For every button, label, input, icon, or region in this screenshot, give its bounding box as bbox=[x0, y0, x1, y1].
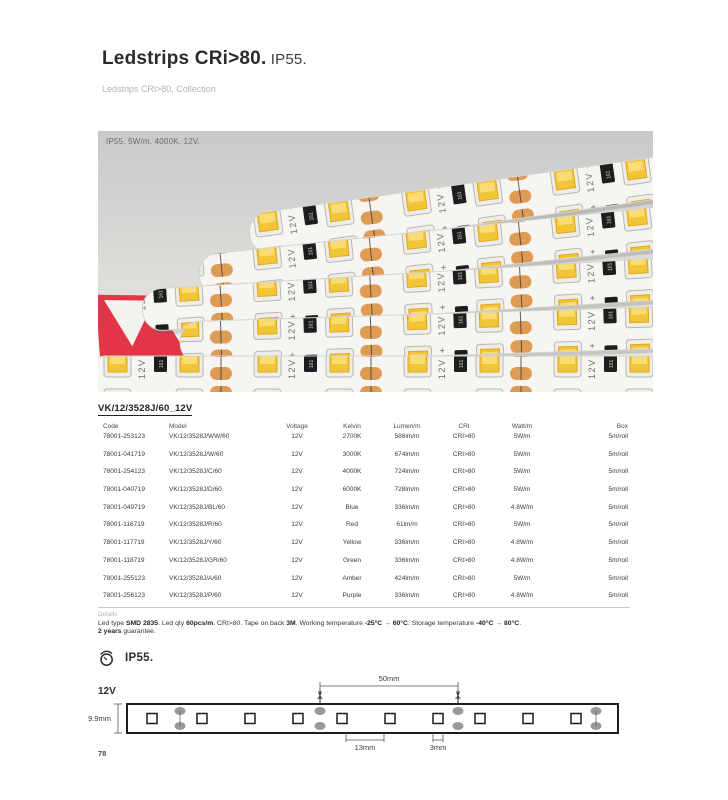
table-cell-kelvin: 2700K bbox=[342, 433, 362, 440]
ip-rating-label: IP55. bbox=[125, 652, 154, 664]
table-row bbox=[98, 451, 630, 469]
col-header-kelvin: Kelvin bbox=[343, 423, 361, 430]
table-cell-box: 5m/roll bbox=[608, 433, 628, 440]
table-cell-voltage: 12V bbox=[291, 433, 303, 440]
strip-dimension-diagram bbox=[0, 668, 728, 753]
table-cell-cri: CRI>80 bbox=[452, 539, 476, 547]
table-cell-box: 5m/roll bbox=[608, 468, 628, 476]
table-cell-lumen: 61lm/m bbox=[396, 521, 418, 529]
table-cell-model: VK/12/3528J/GR/60 bbox=[169, 556, 227, 564]
table-cell-code: 78001-255123 bbox=[103, 574, 145, 582]
table-cell-cri: CRI>80 bbox=[452, 486, 476, 494]
table-cell-cri: CRI>80 bbox=[452, 556, 476, 564]
table-cell-code: 78001-253123 bbox=[103, 433, 145, 440]
table-cell-model: VK/12/3528J/W/60 bbox=[169, 450, 224, 458]
scissors-icon: ✂ bbox=[315, 690, 327, 700]
table-cell-box: 5m/roll bbox=[608, 486, 628, 494]
details-segment: 3M bbox=[286, 620, 296, 628]
details-segment: → bbox=[382, 620, 393, 628]
details-segment: → bbox=[493, 620, 505, 628]
table-cell-lumen: 336lm/m bbox=[394, 556, 420, 564]
table-cell-cri: CRI>80 bbox=[452, 592, 476, 600]
page-title bbox=[102, 48, 307, 70]
details-segment: SMD 2835 bbox=[125, 620, 159, 628]
table-cell-lumen: 724lm/m bbox=[394, 468, 420, 476]
col-header-watt: Watt/m bbox=[511, 423, 533, 430]
table-cell-lumen: 674lm/m bbox=[394, 450, 420, 458]
table-row bbox=[98, 468, 630, 486]
table-cell-code: 78001-117719 bbox=[103, 539, 145, 547]
table-cell-watt: 4.8W/m bbox=[510, 539, 534, 547]
col-header-lumen: Lumen/m bbox=[393, 423, 421, 430]
details-segment: . bbox=[519, 620, 522, 628]
table-body bbox=[98, 433, 630, 610]
table-cell-box: 5m/roll bbox=[608, 592, 628, 600]
col-header-box: Box bbox=[616, 423, 628, 430]
table-cell-code: 78001-118719 bbox=[103, 556, 145, 564]
details-segment: -25°C bbox=[364, 620, 383, 628]
table-cell-lumen: 336lm/m bbox=[394, 539, 420, 547]
col-header-model: Model bbox=[169, 423, 187, 430]
table-cell-voltage: 12V bbox=[291, 468, 303, 476]
table-cell-box: 5m/roll bbox=[608, 450, 628, 458]
table-cell-watt: 5W/m bbox=[513, 433, 531, 440]
table-title: VK/12/3528J/60_12V bbox=[98, 403, 193, 414]
table-cell-box: 5m/roll bbox=[608, 539, 628, 547]
table-cell-lumen: 586lm/m bbox=[394, 433, 420, 440]
details-segment: 60°C bbox=[392, 620, 408, 628]
table-cell-voltage: 12V bbox=[291, 539, 303, 547]
led-width-label: 3mm bbox=[429, 743, 447, 752]
table-row bbox=[98, 521, 630, 539]
table-cell-cri: CRI>80 bbox=[452, 521, 476, 529]
table-cell-kelvin: Amber bbox=[342, 574, 362, 582]
section-divider bbox=[98, 607, 630, 608]
table-cell-model: VK/12/3528J/D/60 bbox=[169, 486, 222, 494]
led-strip-5 bbox=[98, 356, 653, 392]
cut-length-label: 50mm bbox=[378, 674, 400, 683]
table-cell-model: VK/12/3528J/C/60 bbox=[169, 468, 222, 476]
table-cell-lumen: 728lm/m bbox=[394, 486, 420, 494]
table-cell-voltage: 12V bbox=[291, 556, 303, 564]
strip-height-label: 9.9mm bbox=[88, 714, 111, 723]
table-cell-box: 5m/roll bbox=[608, 521, 628, 529]
col-header-code: Code bbox=[103, 423, 119, 430]
table-row bbox=[98, 504, 630, 522]
table-cell-code: 78001-040719 bbox=[103, 486, 145, 494]
table-cell-watt: 4.8W/m bbox=[510, 503, 534, 511]
table-cell-kelvin: Purple bbox=[342, 592, 362, 600]
table-cell-cri: CRI>80 bbox=[452, 468, 476, 476]
table-cell-watt: 5W/m bbox=[513, 521, 531, 529]
diagram-voltage-label: 12V bbox=[98, 686, 116, 697]
table-cell-code: 78001-049719 bbox=[103, 503, 145, 511]
page-subtitle: Ledstrips CRi>80, Collection bbox=[102, 84, 216, 94]
details-segment: 60pcs/m bbox=[186, 620, 214, 628]
table-row bbox=[98, 557, 630, 575]
table-cell-cri: CRI>80 bbox=[452, 574, 476, 582]
table-cell-code: 78001-116719 bbox=[103, 521, 145, 529]
table-header bbox=[98, 423, 630, 430]
table-cell-lumen: 336lm/m bbox=[394, 503, 420, 511]
page-number: 78 bbox=[98, 749, 107, 758]
table-cell-model: VK/12/3528J/BL/60 bbox=[169, 503, 226, 511]
table-cell-lumen: 424lm/m bbox=[394, 574, 420, 582]
table-cell-watt: 5W/m bbox=[513, 486, 531, 494]
table-cell-kelvin: 6000K bbox=[342, 486, 362, 494]
ip-rating-feature bbox=[98, 649, 153, 667]
details-text bbox=[98, 620, 630, 628]
table-cell-voltage: 12V bbox=[291, 450, 303, 458]
table-cell-code: 78001-256123 bbox=[103, 592, 145, 600]
page-title-suffix: IP55. bbox=[266, 51, 307, 68]
details-segment: Led type bbox=[98, 620, 126, 628]
details-segment: 80°C bbox=[504, 620, 520, 628]
ledstrip-photo-illustration bbox=[98, 131, 653, 392]
table-cell-box: 5m/roll bbox=[608, 556, 628, 564]
table-cell-voltage: 12V bbox=[291, 592, 303, 600]
led-spacing-label: 13mm bbox=[354, 743, 376, 752]
splash-protection-icon bbox=[98, 649, 116, 667]
product-photo bbox=[98, 131, 653, 392]
details-guarantee bbox=[98, 628, 630, 636]
col-header-cri: CRI bbox=[458, 423, 470, 430]
product-table bbox=[98, 403, 630, 610]
table-row bbox=[98, 575, 630, 593]
table-cell-code: 78001-254123 bbox=[103, 468, 145, 476]
details-section bbox=[98, 611, 630, 637]
details-label: Details bbox=[98, 611, 118, 618]
guarantee-duration: 2 years bbox=[98, 628, 122, 636]
table-cell-voltage: 12V bbox=[291, 503, 303, 511]
table-cell-watt: 4.8W/m bbox=[510, 556, 534, 564]
table-cell-kelvin: 4000K bbox=[342, 468, 362, 476]
table-cell-model: VK/12/3528J/R/60 bbox=[169, 521, 222, 529]
table-cell-voltage: 12V bbox=[291, 521, 303, 529]
table-cell-cri: CRI>80 bbox=[452, 503, 476, 511]
table-cell-voltage: 12V bbox=[291, 486, 303, 494]
details-segment: . CRI>80. Tape on back bbox=[213, 620, 287, 628]
table-cell-box: 5m/roll bbox=[608, 574, 628, 582]
table-cell-model: VK/12/3528J/P/60 bbox=[169, 592, 222, 600]
table-cell-model: VK/12/3528J/A/60 bbox=[169, 574, 222, 582]
details-segment: . Led qty bbox=[158, 620, 187, 628]
table-cell-watt: 5W/m bbox=[513, 574, 531, 582]
table-row bbox=[98, 486, 630, 504]
guarantee-rest: guarantee. bbox=[121, 628, 156, 636]
page-title-main: Ledstrips CRi>80. bbox=[102, 48, 267, 69]
table-cell-voltage: 12V bbox=[291, 574, 303, 582]
table-cell-cri: CRI>80 bbox=[452, 450, 476, 458]
table-cell-kelvin: Blue bbox=[345, 503, 359, 511]
table-cell-kelvin: Yellow bbox=[342, 539, 362, 547]
photo-caption: IP55. 5W/m. 4000K. 12V. bbox=[106, 137, 201, 146]
details-segment: -40°C bbox=[475, 620, 494, 628]
table-cell-kelvin: 3000K bbox=[342, 450, 362, 458]
table-cell-kelvin: Red bbox=[346, 521, 358, 529]
table-cell-lumen: 336lm/m bbox=[394, 592, 420, 600]
table-cell-cri: CRI>80 bbox=[452, 433, 476, 440]
table-row bbox=[98, 433, 630, 451]
details-segment: . Storage temperature bbox=[407, 620, 476, 628]
table-cell-model: VK/12/3528J/WW/60 bbox=[169, 433, 230, 440]
table-cell-kelvin: Green bbox=[342, 556, 362, 564]
details-segment: . Working temperature bbox=[295, 620, 365, 628]
col-header-voltage: Voltage bbox=[286, 423, 308, 430]
table-cell-box: 5m/roll bbox=[608, 503, 628, 511]
table-cell-watt: 4.8W/m bbox=[510, 592, 534, 600]
scissors-icon: ✂ bbox=[453, 690, 465, 700]
table-cell-watt: 5W/m bbox=[513, 450, 531, 458]
table-cell-code: 78001-041719 bbox=[103, 450, 145, 458]
table-row bbox=[98, 539, 630, 557]
table-cell-model: VK/12/3528J/Y/60 bbox=[169, 539, 222, 547]
table-cell-watt: 5W/m bbox=[513, 468, 531, 476]
